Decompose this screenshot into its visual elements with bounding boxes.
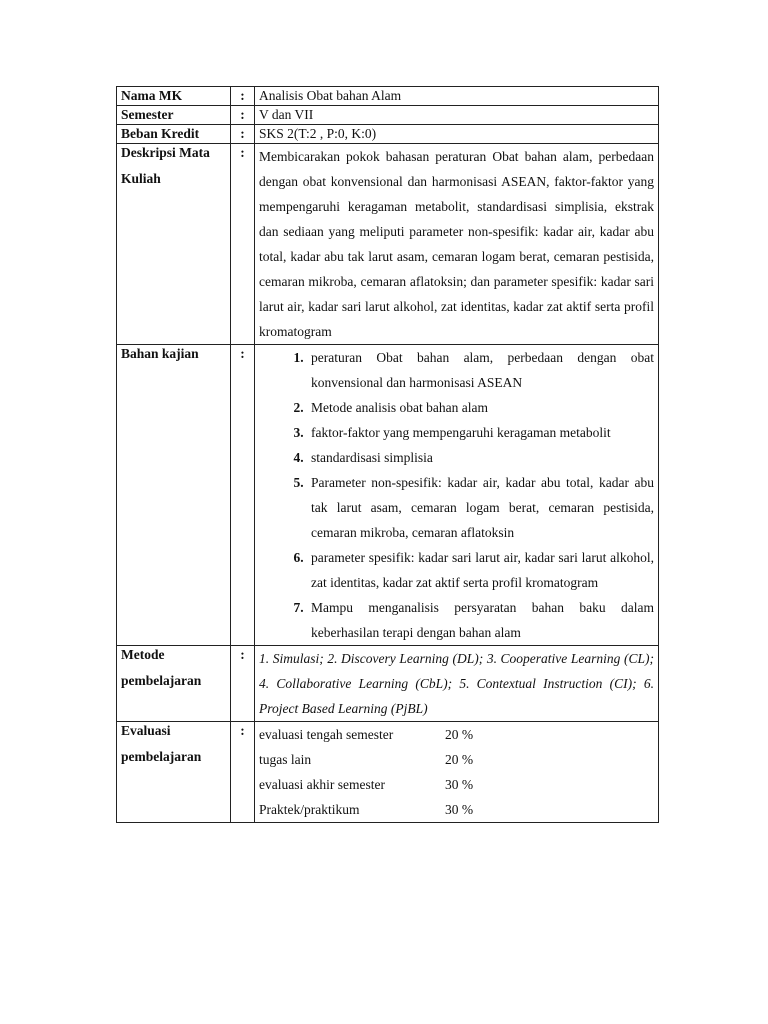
list-item: 1. peraturan Obat bahan alam, perbedaan dengan obat konvensional dan harmonisasi ASEAN: [307, 345, 654, 395]
value-bahan-kajian: [255, 345, 659, 646]
label-semester: Semester: [117, 106, 231, 125]
colon: :: [231, 144, 255, 345]
label-evaluasi-line1: Evaluasi: [121, 723, 171, 738]
evaluation-item: [259, 797, 654, 822]
colon: :: [231, 722, 255, 823]
colon: :: [231, 646, 255, 722]
bahan-kajian-list: [259, 345, 654, 645]
label-evaluasi: [117, 722, 231, 823]
evaluation-item: [259, 747, 654, 772]
row-nama-mk: [117, 87, 659, 106]
evaluation-item: [259, 722, 654, 747]
row-beban-kredit: [117, 125, 659, 144]
value-nama-mk: Analisis Obat bahan Alam: [255, 87, 659, 106]
row-semester: [117, 106, 659, 125]
list-item: 2. Metode analisis obat bahan alam: [307, 395, 654, 420]
label-metode-line1: Metode: [121, 647, 165, 662]
evaluation-name: tugas lain: [259, 752, 312, 767]
colon: :: [231, 87, 255, 106]
evaluation-name: Praktek/praktikum: [259, 802, 360, 817]
colon: :: [231, 125, 255, 144]
list-item: 4. standardisasi simplisia: [307, 445, 654, 470]
evaluation-weight: 20 %: [445, 727, 474, 742]
label-nama-mk: Nama MK: [117, 87, 231, 106]
value-evaluasi: [255, 722, 659, 823]
value-beban-kredit: SKS 2(T:2 , P:0, K:0): [255, 125, 659, 144]
colon: :: [231, 345, 255, 646]
colon: :: [231, 106, 255, 125]
label-metode: [117, 646, 231, 722]
evaluation-name: evaluasi akhir semester: [259, 777, 385, 792]
label-beban-kredit: Beban Kredit: [117, 125, 231, 144]
value-metode: 1. Simulasi; 2. Discovery Learning (DL); 3. Cooperative Learning (CL); 4. Collaborative Learning (CbL); 5. Contextual Instruction (CI); 6. Project Based Learning (PjBL): [255, 646, 659, 722]
label-evaluasi-line2: pembelajaran: [121, 749, 202, 764]
value-deskripsi: Membicarakan pokok bahasan peraturan Obat bahan alam, perbedaan dengan obat konvensional dan harmonisasi ASEAN, faktor-faktor yang mempengaruhi keragaman metabolit, standardisasi simplisia, ekstrak dan sediaan yang meliputi parameter non-spesifik: kadar air, kadar abu total, kadar abu tak larut asam, cemaran logam berat, cemaran pestisida, cemaran mikroba, cemaran aflatoksin; dan parameter spesifik: kadar sari larut air, kadar sari larut alkohol, zat identitas, kadar zat aktif serta profil kromatogram: [255, 144, 659, 345]
label-deskripsi: [117, 144, 231, 345]
row-evaluasi: [117, 722, 659, 823]
label-deskripsi-line2: Kuliah: [121, 171, 161, 186]
row-deskripsi: [117, 144, 659, 345]
row-bahan-kajian: [117, 345, 659, 646]
evaluation-item: [259, 772, 654, 797]
evaluation-name: evaluasi tengah semester: [259, 727, 394, 742]
label-deskripsi-line1: Deskripsi Mata: [121, 145, 210, 160]
label-bahan-kajian: Bahan kajian: [117, 345, 231, 646]
course-info-table: [116, 86, 659, 823]
value-semester: V dan VII: [255, 106, 659, 125]
list-item: 7. Mampu menganalisis persyaratan bahan baku dalam keberhasilan terapi dengan bahan alam: [307, 595, 654, 645]
list-item: 6. parameter spesifik: kadar sari larut air, kadar sari larut alkohol, zat identitas, kadar zat aktif serta profil kromatogram: [307, 545, 654, 595]
evaluation-weight: 30 %: [445, 802, 474, 817]
list-item: 3. faktor-faktor yang mempengaruhi keragaman metabolit: [307, 420, 654, 445]
evaluation-weight: 20 %: [445, 752, 474, 767]
list-item: 5. Parameter non-spesifik: kadar air, kadar abu total, kadar abu tak larut asam, cemaran logam berat, cemaran pestisida, cemaran mikroba, cemaran aflatoksin: [307, 470, 654, 545]
label-metode-line2: pembelajaran: [121, 673, 202, 688]
evaluation-weight: 30 %: [445, 777, 474, 792]
row-metode: [117, 646, 659, 722]
